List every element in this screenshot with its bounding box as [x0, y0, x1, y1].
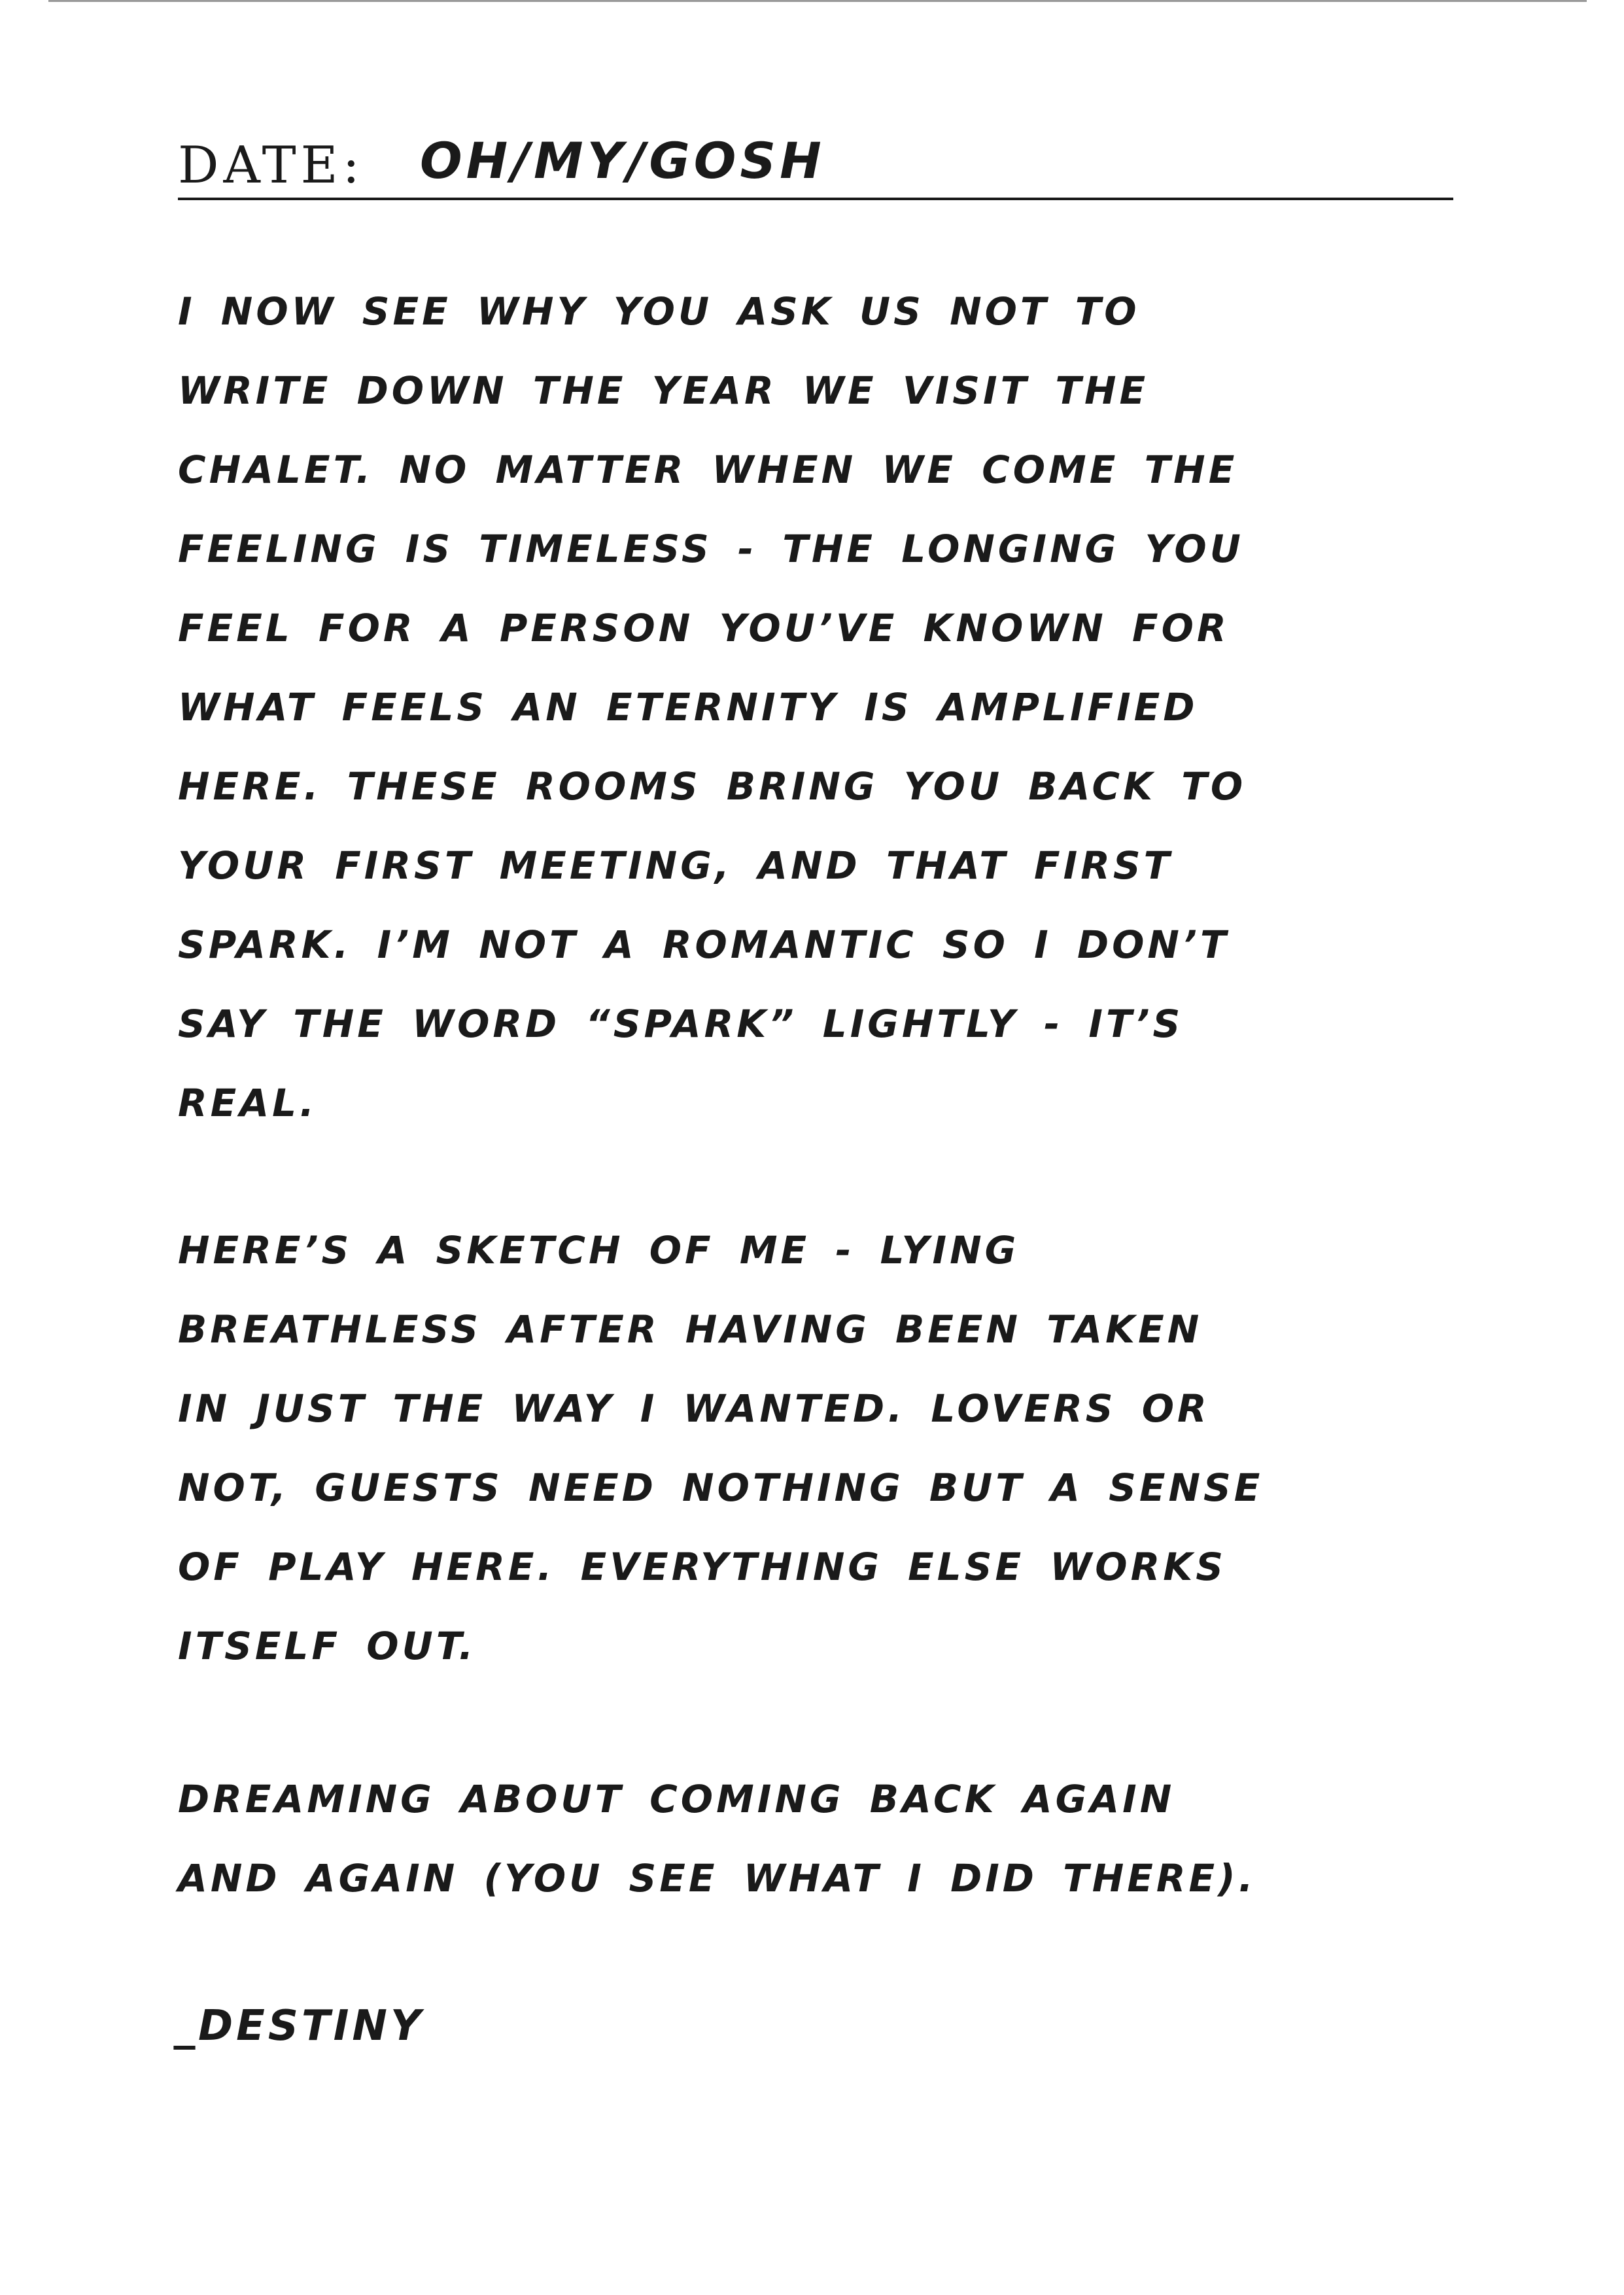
- text-line: REAL.: [178, 1081, 318, 1125]
- date-label: DATE:: [178, 136, 364, 195]
- text-line: WRITE DOWN THE YEAR WE VISIT THE: [178, 368, 1149, 413]
- text-line: IN JUST THE WAY I WANTED. LOVERS OR: [178, 1386, 1210, 1431]
- text-line: HERE. THESE ROOMS BRING YOU BACK TO: [178, 764, 1247, 809]
- text-line: OF PLAY HERE. EVERYTHING ELSE WORKS: [178, 1545, 1226, 1589]
- signature: _DESTINY: [174, 2002, 424, 2050]
- text-line: WHAT FEELS AN ETERNITY IS AMPLIFIED: [178, 685, 1198, 729]
- top-rule: [48, 0, 1587, 2]
- text-line: BREATHLESS AFTER HAVING BEEN TAKEN: [178, 1307, 1203, 1352]
- date-value: OH/MY/GOSH: [420, 131, 825, 190]
- text-line: AND AGAIN (YOU SEE WHAT I DID THERE).: [178, 1856, 1256, 1901]
- text-line: FEEL FOR A PERSON YOU’VE KNOWN FOR: [178, 606, 1230, 650]
- journal-paragraph-2: [178, 1211, 1460, 1686]
- text-line: NOT, GUESTS NEED NOTHING BUT A SENSE: [178, 1465, 1264, 1510]
- text-line: YOUR FIRST MEETING, AND THAT FIRST: [178, 843, 1173, 888]
- text-line: FEELING IS TIMELESS - THE LONGING YOU: [178, 527, 1244, 571]
- journal-paragraph-1: [178, 272, 1460, 1143]
- text-line: HERE’S A SKETCH OF ME - LYING: [178, 1228, 1020, 1272]
- text-line: DREAMING ABOUT COMING BACK AGAIN: [178, 1777, 1175, 1821]
- journal-paragraph-3: [178, 1760, 1460, 1918]
- text-line: ITSELF OUT.: [178, 1624, 477, 1668]
- text-line: I NOW SEE WHY YOU ASK US NOT TO: [178, 289, 1140, 334]
- text-line: SPARK. I’M NOT A ROMANTIC SO I DON’T: [178, 922, 1230, 967]
- text-line: CHALET. NO MATTER WHEN WE COME THE: [178, 447, 1238, 492]
- date-field: [178, 118, 1453, 200]
- text-line: SAY THE WORD “SPARK” LIGHTLY - IT’S: [178, 1002, 1184, 1046]
